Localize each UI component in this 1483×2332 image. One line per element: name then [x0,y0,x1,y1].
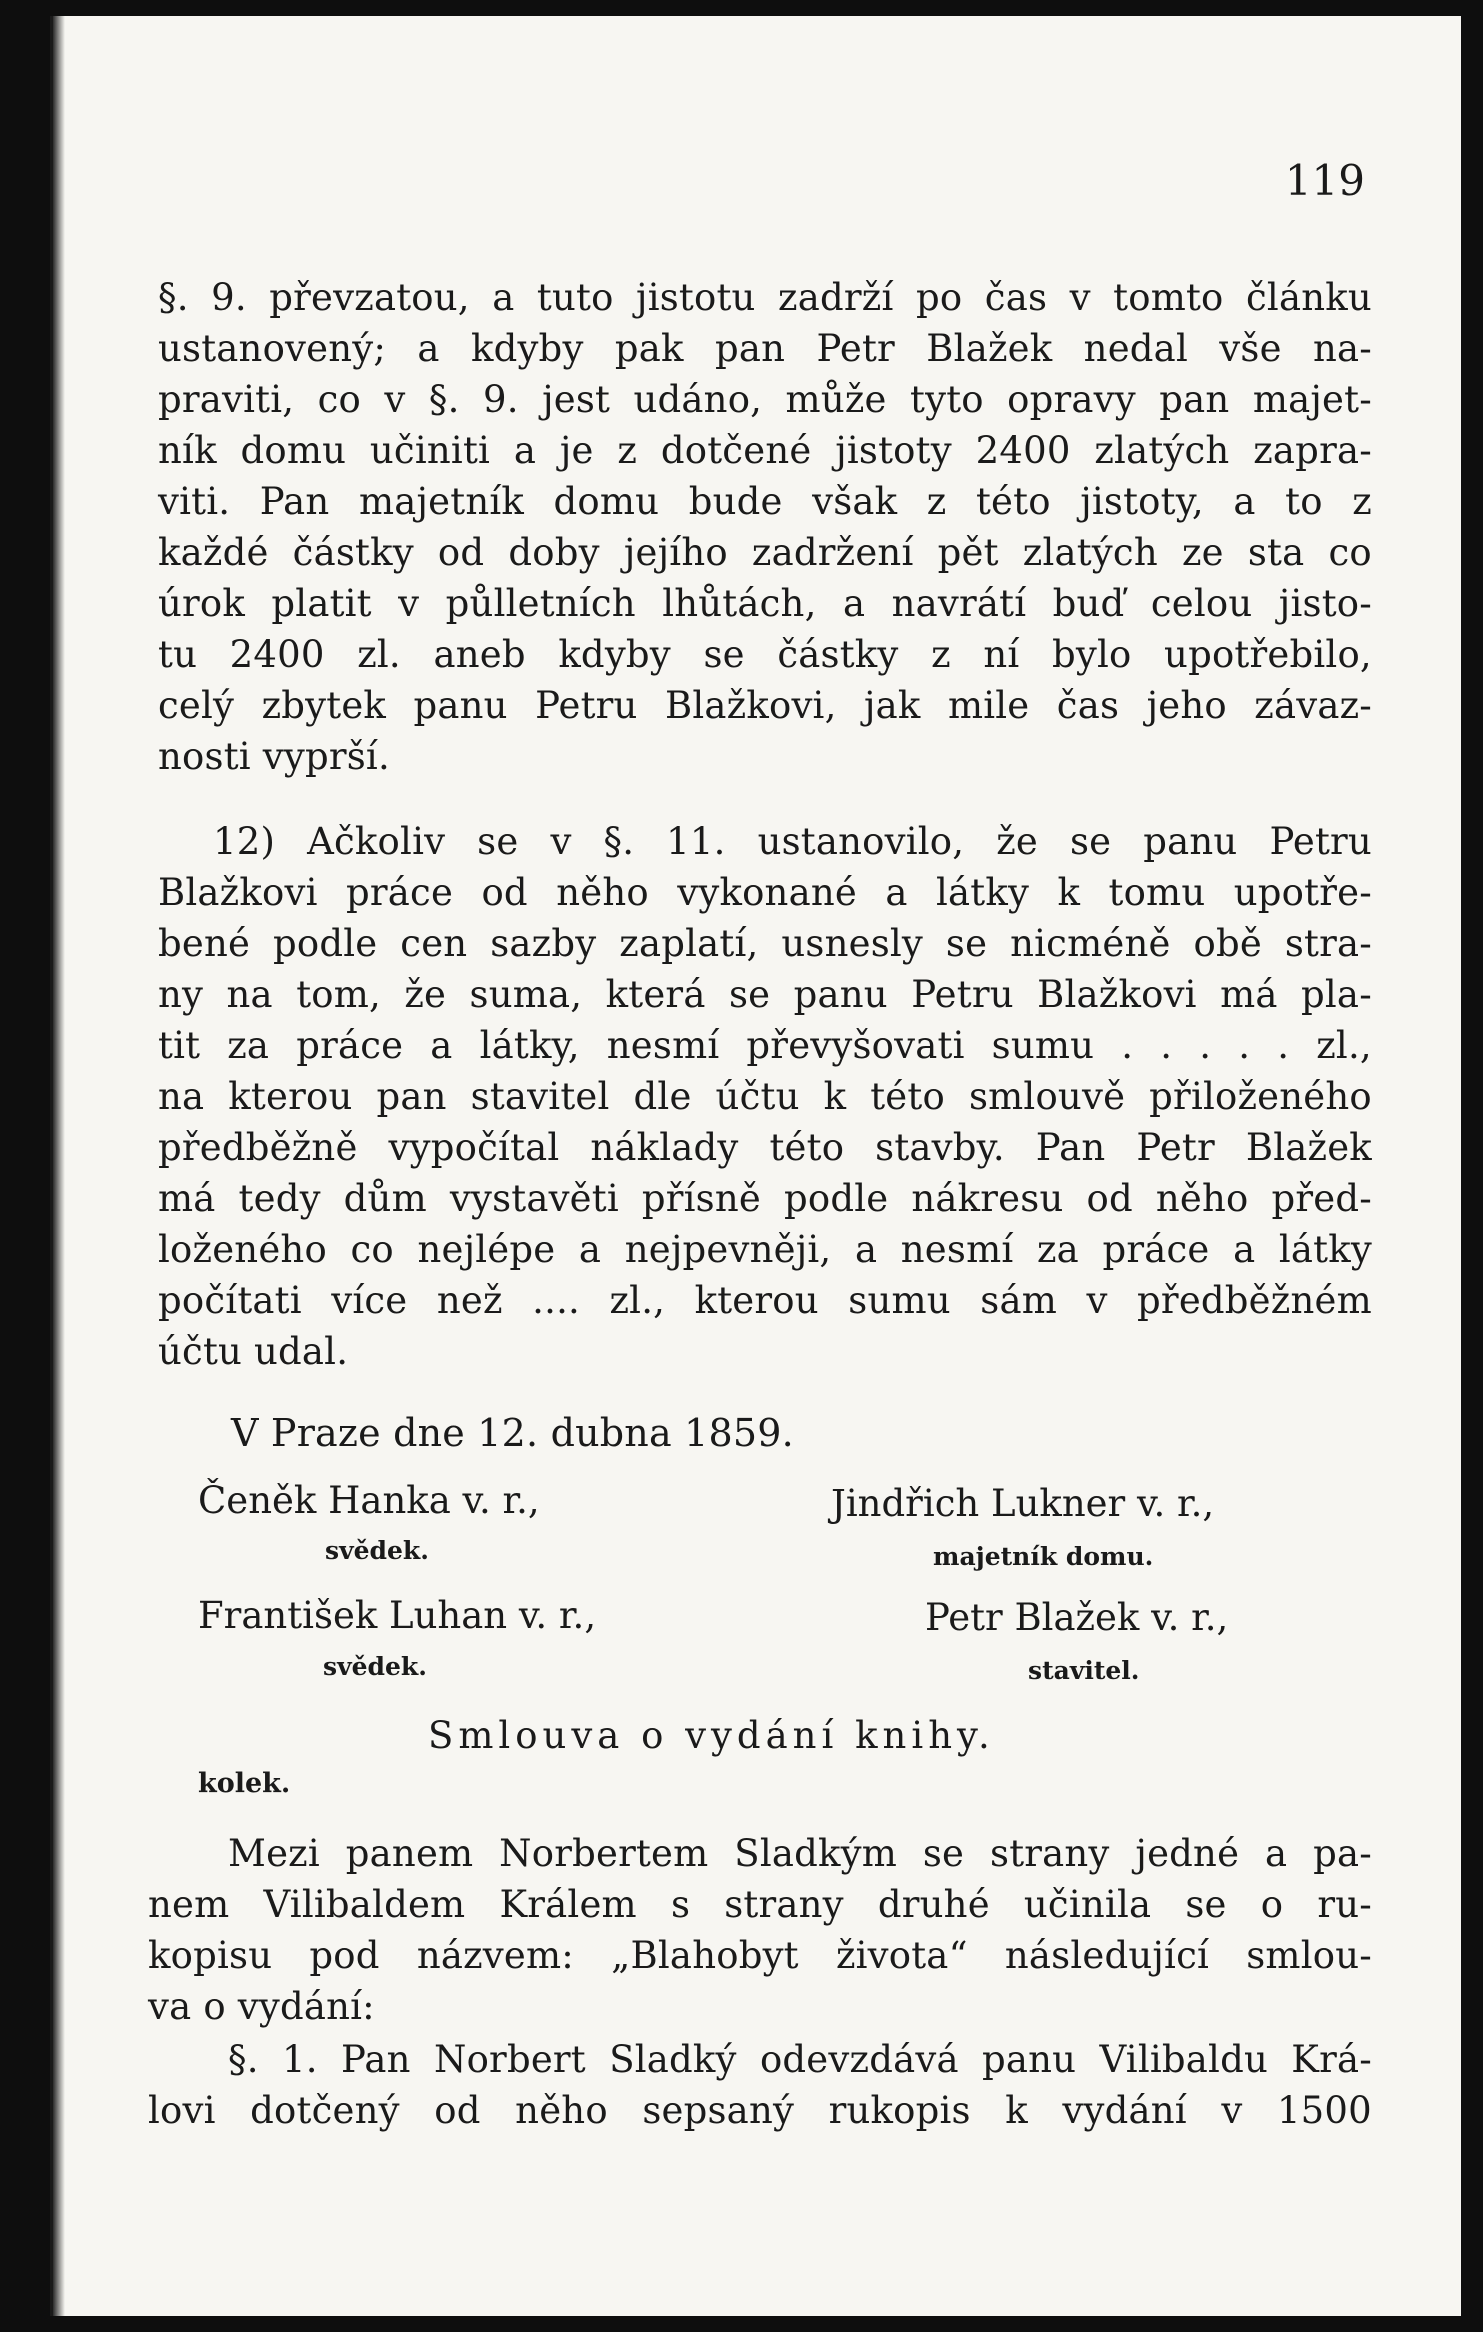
text-line: každé částky od doby jejího zadržení pět zlatých ze sta co [158,531,1372,574]
text-line: Blažkovi práce od něho vykonané a látky k tomu upotře- [158,871,1372,914]
text-line: bené podle cen sazby zaplatí, usnesly se nicméně obě stra- [158,922,1372,965]
text-line: praviti, co v §. 9. jest udáno, může tyto opravy pan majet- [158,378,1372,421]
place-date: V Praze dne 12. dubna 1859. [231,1411,794,1455]
text-line: viti. Pan majetník domu bude však z této jistoty, a to z [158,480,1372,523]
page-edge-shadow [53,16,65,2316]
text-line: celý zbytek panu Petru Blažkovi, jak mile čas jeho závaz- [158,684,1372,727]
text-line: va o vydání: [148,1985,375,2028]
text-line: 12) Ačkoliv se v §. 11. ustanovilo, že se panu Petru [213,820,1372,863]
signature-witness1-role: svědek. [325,1536,429,1565]
text-line: ny na tom, že suma, která se panu Petru Blažkovi má pla- [158,973,1372,1016]
signature-witness2-role: svědek. [323,1652,427,1681]
text-line: §. 1. Pan Norbert Sladký odevzdává panu Vilibaldu Krá- [228,2038,1372,2081]
paragraph-12 [158,816,1372,1377]
document-page [50,16,1461,2316]
text-line: lovi dotčený od něho sepsaný rukopis k vydání v 1500 [148,2089,1372,2132]
signature-witness1-name: Čeněk Hanka v. r., [198,1479,540,1522]
text-line: účtu udal. [158,1330,349,1373]
signature-builder-role: stavitel. [1028,1656,1140,1685]
signature-owner-name: Jindřich Lukner v. r., [831,1482,1215,1525]
signature-owner-role: majetník domu. [933,1542,1154,1571]
text-line: ník domu učiniti a je z dotčené jistoty 2400 zlatých zapra- [158,429,1372,472]
text-line: nosti vyprší. [158,735,390,778]
text-line: předběžně vypočítal náklady této stavby. Pan Petr Blažek [158,1126,1372,1169]
section-heading: Smlouva o vydání knihy. [428,1714,995,1757]
text-line: počítati více než .... zl., kterou sumu sám v předběžném [158,1279,1372,1322]
text-line: kopisu pod názvem: „Blahobyt života“ následující smlou- [148,1934,1372,1977]
text-line: úrok platit v půlletních lhůtách, a navrátí buď celou jisto- [158,582,1372,625]
text-line: tu 2400 zl. aneb kdyby se částky z ní bylo upotřebilo, [158,633,1372,676]
stamp-label: kolek. [198,1768,291,1799]
paragraph-continuation [158,272,1372,782]
contract-section-1 [148,2034,1372,2136]
text-line: má tedy dům vystavěti přísně podle nákresu od něho před- [158,1177,1372,1220]
text-line: §. 9. převzatou, a tuto jistotu zadrží po čas v tomto článku [158,276,1372,319]
signature-witness2-name: František Luhan v. r., [198,1594,597,1637]
text-line: ustanovený; a kdyby pak pan Petr Blažek nedal vše na- [158,327,1372,370]
signature-builder-name: Petr Blažek v. r., [925,1596,1229,1639]
text-line: tit za práce a látky, nesmí převyšovati sumu . . . . . zl., [158,1024,1372,1067]
text-line: na kterou pan stavitel dle účtu k této smlouvě přiloženého [158,1075,1372,1118]
page-number: 119 [1284,156,1365,205]
text-line: loženého co nejlépe a nejpevněji, a nesmí za práce a látky [158,1228,1372,1271]
text-line: nem Vilibaldem Králem s strany druhé učinila se o ru- [148,1883,1372,1926]
text-line: Mezi panem Norbertem Sladkým se strany jedné a pa- [228,1832,1372,1875]
contract-intro [148,1828,1372,2032]
